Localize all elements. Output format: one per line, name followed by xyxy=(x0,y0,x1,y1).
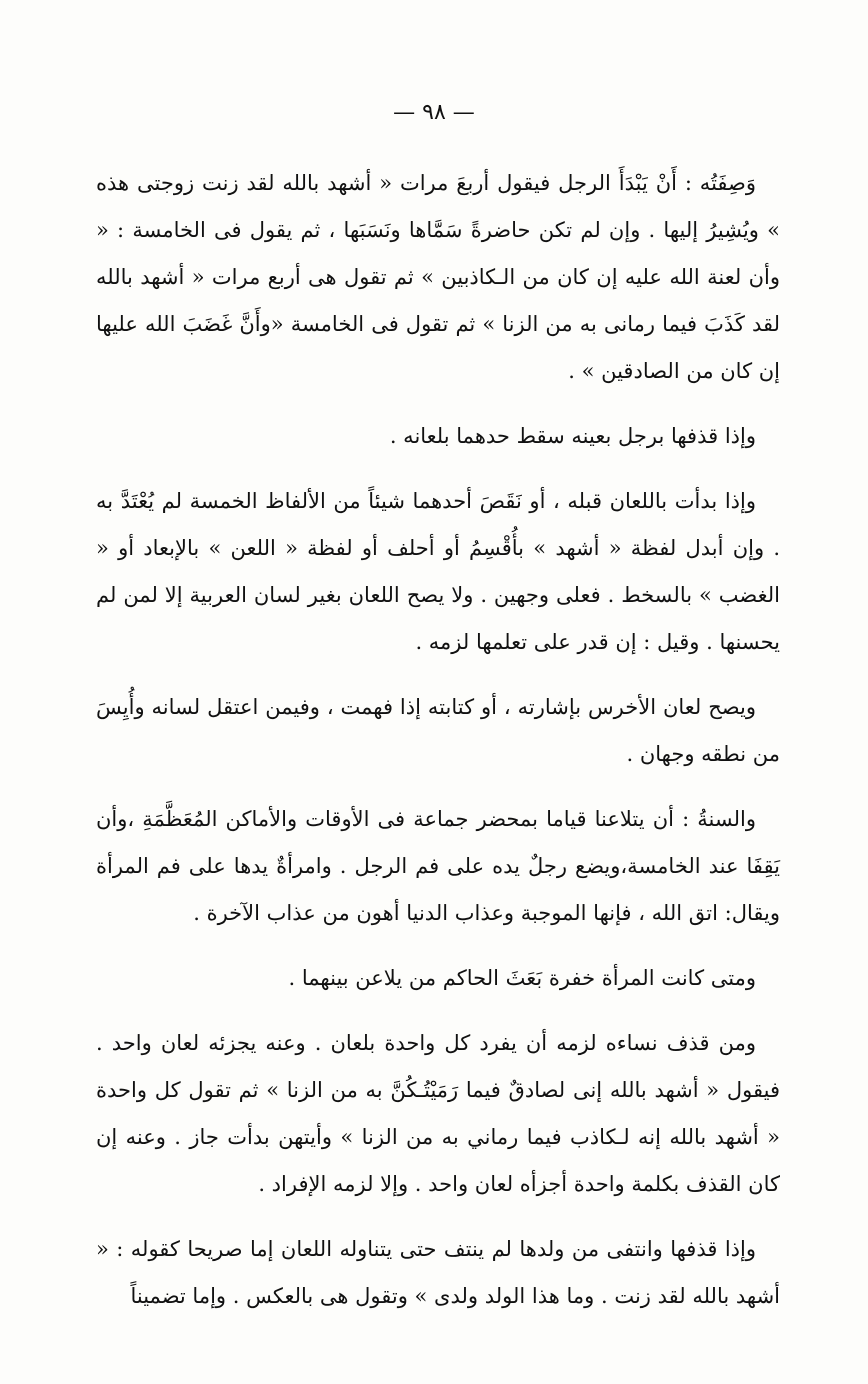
paragraph-khafira: ومتى كانت المرأة خفرة بَعَثَ الحاكم من يلاعن بينهما . xyxy=(288,966,756,990)
page-body xyxy=(96,160,780,1320)
paragraph-akhras: ويصح لعان الأخرس بإشارته ، أو كتابته إذا فهمت ، وفيمن اعتقل لسانه وأُيِسَ من نطقه وجهان . xyxy=(96,695,780,766)
paragraph-nisa: ومن قذف نساءه لزمه أن يفرد كل واحدة بلعان . وعنه يجزئه لعان واحد . فيقول « أشهد بالله إنى لصادقٌ فيما رَمَيْتُـكُنَّ به من الزنا » ثم تقول كل واحدة « أشهد بالله إنه لـكاذب فيما رماني به من الزنا » وأيتهن بدأت جاز . وعنه إن كان القذف بكلمة واحدة أجزأه لعان واحد . وإلا لزمه الإفراد . xyxy=(96,1031,780,1196)
page-number: — ٩٨ — xyxy=(393,100,475,125)
paragraph-description: وَصِفَتُه : أَنْ يَبْدَأَ الرجل فيقول أربعَ مرات « أشهد بالله لقد زنت زوجتى هذه » ويُشِيرُ إليها . وإن لم تكن حاضرةً سَمَّاها ونَسَبَها ، ثم يقول فى الخامسة : « وأن لعنة الله عليه إن كان من الـكاذبين » ثم تقول هى أربع مرات « أشهد بالله لقد كَذَبَ فيما رمانى به من الزنا » ثم تقول فى الخامسة «وأَنَّ غَضَبَ الله عليها إن كان من الصادقين » . xyxy=(96,171,780,383)
paragraph-walad: وإذا قذفها وانتفى من ولدها لم ينتف حتى يتناوله اللعان إما صريحا كقوله : « أشهد بالله لقد زنت . وما هذا الولد ولدى » وتقول هى بالعكس . وإما تضميناً xyxy=(96,1237,780,1308)
paragraph-bada-at: وإذا بدأت باللعان قبله ، أو نَقَصَ أحدهما شيئاً من الألفاظ الخمسة لم يُعْتَدَّ به . وإن أبدل لفظة « أشهد » بأُقْسِمُ أو أحلف أو لفظة « اللعن » بالإبعاد أو « الغضب » بالسخط . فعلى وجهين . ولا يصح اللعان بغير لسان العربية إلا لمن لم يحسنها . وقيل : إن قدر على تعلمها لزمه . xyxy=(96,489,780,654)
paragraph-sunnah: والسنةُ : أن يتلاعنا قياما بمحضر جماعة فى الأوقات والأماكن المُعَظَّمَةِ ،وأن يَقِفَا عند الخامسة،ويضع رجلٌ يده على فم الرجل . وامرأةٌ يدها على فم المرأة ويقال: اتق الله ، فإنها الموجبة وعذاب الدنيا أهون من عذاب الآخرة . xyxy=(96,807,780,925)
paragraph-qadhf-rajul: وإذا قذفها برجل بعينه سقط حدهما بلعانه . xyxy=(389,424,756,448)
